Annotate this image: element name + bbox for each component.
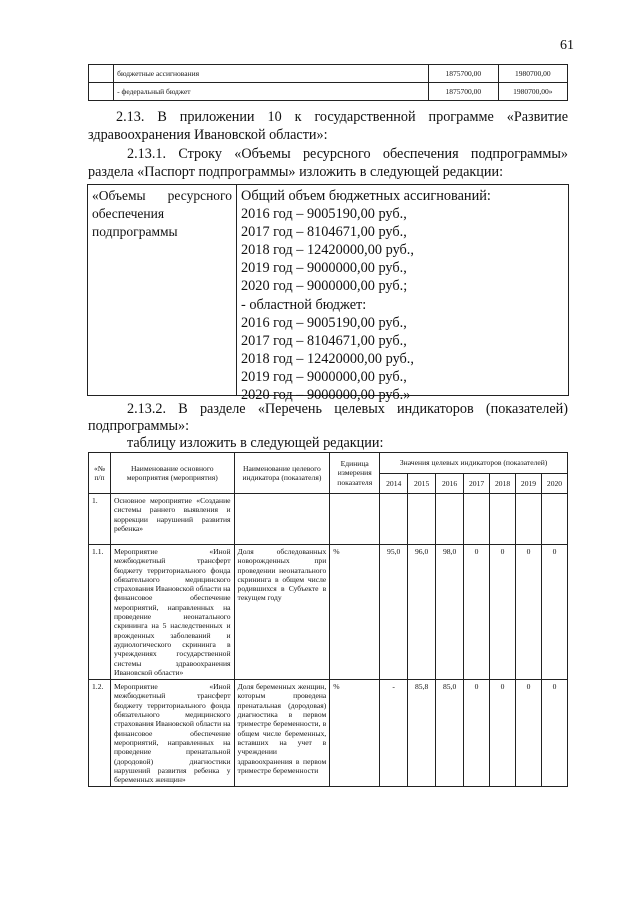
paragraph-2-13-1-line2: раздела «Паспорт подпрограммы» изложить в следующей редакции: — [88, 164, 504, 180]
value-cell: 0 — [541, 545, 567, 680]
row-unit — [330, 494, 380, 545]
budget-row-label: - федеральный бюджет — [114, 83, 429, 101]
budget-value-1: 1875700,00 — [429, 83, 498, 101]
header-num: «№ п/п — [89, 453, 111, 494]
row-event: Мероприятие «Иной межбюджетный трансферт бюджету территориального фонда обязательного медицинского страхования Ивановской области на финансовое обеспечение мероприятий, направленных на проведение неонатального скрининга на 5 наследственных и врожденных заболеваний и аудиологического скрининга в учреждениях государственной системы здравоохранения Ивановской области» — [110, 545, 234, 680]
paragraph-2-13-2-line2: подпрограммы»: — [88, 418, 190, 434]
value-cell: 96,0 — [408, 545, 436, 680]
header-year: 2014 — [380, 473, 408, 494]
row-unit: % — [330, 545, 380, 680]
row-num: 1. — [89, 494, 111, 545]
row-event: Мероприятие «Иной межбюджетный трансферт бюджету территориального фонда обязательного медицинского страхования Ивановской области на финансовое обеспечение мероприятий, направленных на проведение пренатальной (дородовой) диагностики нарушений развития ребенка у беременных женщин» — [110, 680, 234, 787]
value-cell: 0 — [464, 680, 490, 787]
paragraph-2-13-line2: здравоохранения Ивановской области»: — [88, 127, 328, 143]
row-unit: % — [330, 680, 380, 787]
value-cell: 0 — [464, 545, 490, 680]
paragraph-2-13-2-line3: таблицу изложить в следующей редакции: — [127, 435, 384, 451]
budget-row-label: бюджетные ассигнования — [114, 65, 429, 83]
table-row — [89, 494, 568, 545]
budget-value-2: 1980700,00 — [498, 65, 567, 83]
value-cell: 85,0 — [436, 680, 464, 787]
value-cell: 0 — [516, 680, 542, 787]
table-row — [89, 83, 568, 101]
table-header-row — [89, 453, 568, 474]
page-number: 61 — [560, 38, 574, 53]
header-year: 2019 — [516, 473, 542, 494]
table-row — [89, 545, 568, 680]
value-cell: 95,0 — [380, 545, 408, 680]
budget-value-1: 1875700,00 — [429, 65, 498, 83]
header-year: 2016 — [436, 473, 464, 494]
table-row — [89, 680, 568, 787]
value-cell: 98,0 — [436, 545, 464, 680]
passport-table — [87, 184, 569, 404]
header-unit: Единица измерения показателя — [330, 453, 380, 494]
paragraph-2-13-line1: 2.13. В приложении 10 к государственной программе «Развитие — [116, 109, 568, 125]
value-cell: 85,8 — [408, 680, 436, 787]
header-event: Наименование основного мероприятия (мероприятия) — [110, 453, 234, 494]
row-event: Основное мероприятие «Создание системы раннего выявления и коррекции нарушений развития ребенка» — [110, 494, 234, 545]
row-indicator: Доля обследованных новорожденных при проведении неонатального скрининга в общем числе родившихся в Субъекте в текущем году — [234, 545, 330, 680]
paragraph-2-13-1-line1: 2.13.1. Строку «Объемы ресурсного обеспечения подпрограммы» — [127, 146, 568, 162]
value-cell: 0 — [490, 680, 516, 787]
paragraph-2-13-2-line1: 2.13.2. В разделе «Перечень целевых индикаторов (показателей) — [127, 401, 568, 417]
row-num: 1.2. — [89, 680, 111, 787]
indicators-table — [88, 452, 568, 787]
header-year: 2017 — [464, 473, 490, 494]
value-cell: 0 — [490, 545, 516, 680]
header-year: 2015 — [408, 473, 436, 494]
row-indicator — [234, 494, 330, 545]
budget-table — [88, 64, 568, 101]
passport-values: Общий объем бюджетных ассигнований: 2016 год – 9005190,00 руб., 2017 год – 8104671,00 руб., 2018 год – 12420000,00 руб., 2019 год – 9000000,00 руб., 2020 год – 9000000,00 руб.; - областной бюджет: 2016 год – 9005190,00 руб., 2017 год – 8104671,00 руб., 2018 год – 12420000,00 руб., 2019 год – 9000000,00 руб., 2020 год – 9000000,00 руб.» — [241, 188, 491, 404]
value-cell: 0 — [516, 545, 542, 680]
row-indicator: Доля беременных женщин, которым проведена пренатальная (дородовая) диагностика в первом триместре беременности, в общем числе беременных, вставших на учет в учреждении здравоохранения в первом триместре беременности — [234, 680, 330, 787]
header-year: 2020 — [541, 473, 567, 494]
row-num: 1.1. — [89, 545, 111, 680]
value-cell: 0 — [541, 680, 567, 787]
passport-label: «Объемы ресурсного обеспечения подпрограммы — [88, 185, 237, 395]
header-indicator: Наименование целевого индикатора (показателя) — [234, 453, 330, 494]
header-values: Значения целевых индикаторов (показателей) — [380, 453, 568, 474]
value-cell: - — [380, 680, 408, 787]
table-row — [89, 65, 568, 83]
header-year: 2018 — [490, 473, 516, 494]
budget-value-2: 1980700,00» — [498, 83, 567, 101]
